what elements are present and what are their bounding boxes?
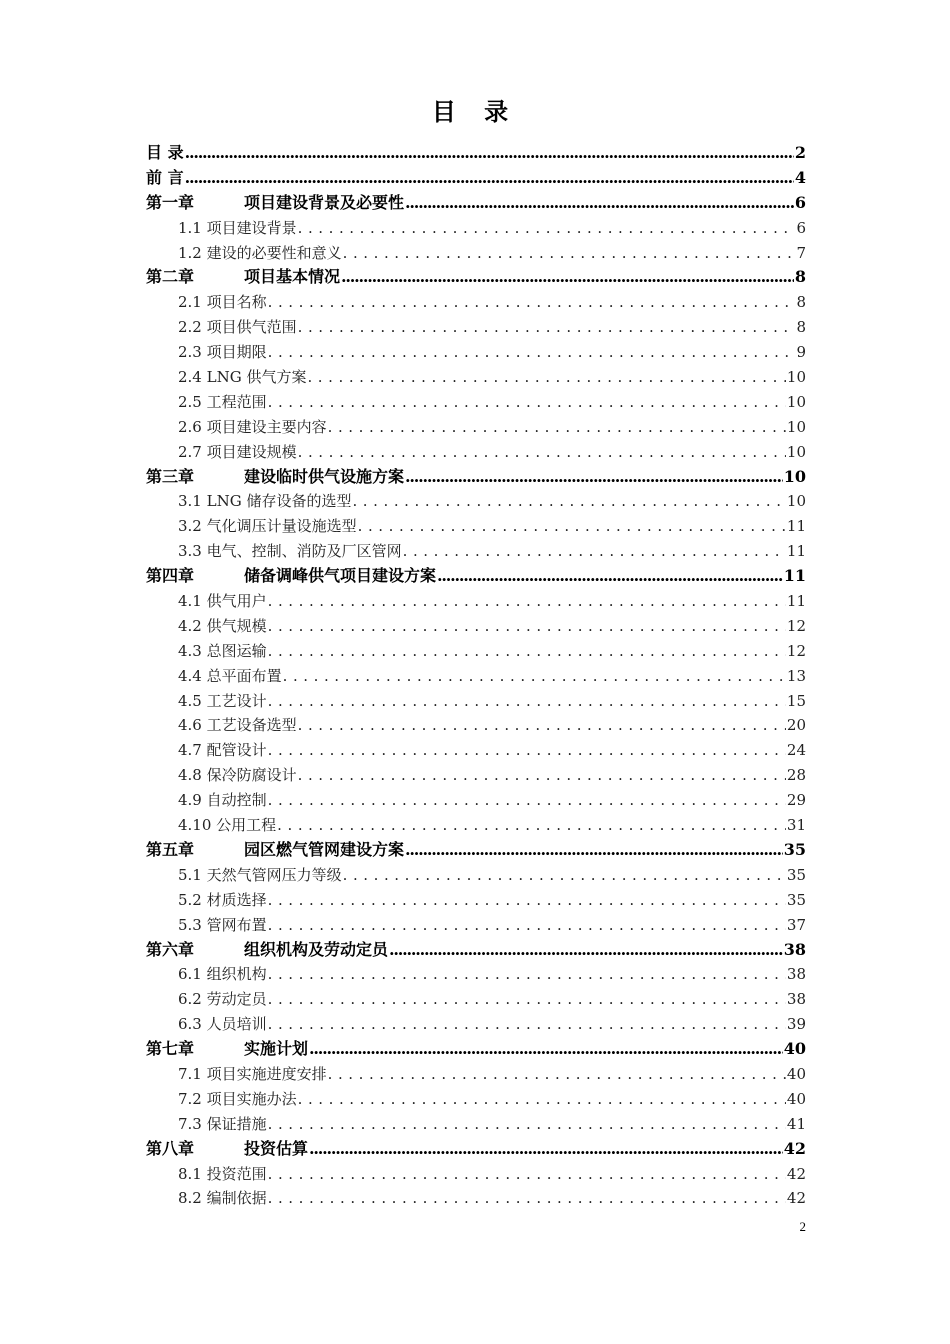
toc-entry-title: 储备调峰供气项目建设方案 [244, 566, 437, 586]
toc-section-entry[interactable] [146, 315, 806, 340]
toc-section-entry[interactable] [146, 1162, 806, 1187]
toc-entry-title: 4.7 配管设计 [178, 741, 267, 760]
toc-entry-title: 投资估算 [244, 1138, 309, 1158]
toc-dot-leader [309, 1137, 783, 1162]
toc-chapter-label: 第八章 [146, 1138, 195, 1158]
toc-dot-leader [352, 489, 785, 514]
toc-chapter-label: 前 言 [146, 167, 184, 187]
toc-section-entry[interactable] [146, 788, 806, 813]
toc-entry-title: 4.4 总平面布置 [178, 666, 282, 685]
toc-page-number: 10 [786, 392, 806, 411]
toc-chapter-entry[interactable] [146, 191, 806, 216]
toc-section-entry[interactable] [146, 913, 806, 938]
toc-section-entry[interactable] [146, 1062, 806, 1087]
toc-section-entry[interactable] [146, 888, 806, 913]
toc-section-entry[interactable] [146, 962, 806, 987]
toc-entry-title: 6.1 组织机构 [178, 965, 267, 984]
toc-dot-leader [268, 738, 786, 763]
toc-dot-leader [268, 614, 786, 639]
toc-chapter-label: 第一章 [146, 192, 195, 212]
toc-page-number: 41 [786, 1114, 806, 1133]
toc-dot-leader [268, 913, 786, 938]
toc-page-number: 20 [786, 716, 806, 735]
toc-entry-title: 1.2 建设的必要性和意义 [178, 243, 342, 262]
toc-section-entry[interactable] [146, 738, 806, 763]
toc-dot-leader [307, 365, 785, 390]
toc-section-entry[interactable] [146, 489, 806, 514]
toc-page-number: 15 [786, 691, 806, 710]
toc-page-number: 31 [786, 816, 806, 835]
toc-entry-title: 4.6 工艺设备选型 [178, 716, 297, 735]
toc-entry-title: 项目基本情况 [244, 267, 341, 287]
toc-chapter-entry[interactable] [146, 938, 806, 963]
toc-entry-title: 7.1 项目实施进度安排 [178, 1064, 327, 1083]
toc-chapter-label: 第六章 [146, 939, 195, 959]
toc-page-number: 11 [786, 517, 806, 536]
toc-entry-title: 2.2 项目供气范围 [178, 318, 297, 337]
toc-dot-leader [437, 564, 783, 589]
toc-page-number: 8 [796, 318, 806, 337]
toc-page-number: 8 [796, 293, 806, 312]
toc-page-number: 37 [786, 915, 806, 934]
toc-entry-title: 4.10 公用工程 [178, 816, 277, 835]
toc-section-entry[interactable] [146, 290, 806, 315]
toc-entry-title: 4.2 供气规模 [178, 616, 267, 635]
toc-entry-title: 实施计划 [244, 1039, 309, 1059]
toc-entry-title: 5.1 天然气管网压力等级 [178, 865, 342, 884]
toc-entry-title: 组织机构及劳动定员 [244, 939, 389, 959]
toc-dot-leader [328, 415, 786, 440]
toc-section-entry[interactable] [146, 713, 806, 738]
toc-dot-leader [341, 265, 794, 290]
toc-section-entry[interactable] [146, 589, 806, 614]
toc-dot-leader [298, 440, 786, 465]
toc-entry-title: 6.3 人员培训 [178, 1015, 267, 1034]
toc-chapter-entry[interactable] [146, 838, 806, 863]
toc-dot-leader [268, 1012, 786, 1037]
toc-page-number: 12 [786, 616, 806, 635]
toc-entry-title: 7.2 项目实施办法 [178, 1089, 297, 1108]
toc-dot-leader [298, 1087, 786, 1112]
toc-page-number: 7 [796, 243, 806, 262]
toc-dot-leader [268, 1162, 786, 1187]
toc-section-entry[interactable] [146, 539, 806, 564]
toc-entry-title: 2.5 工程范围 [178, 392, 267, 411]
toc-entry-title: 3.1 LNG 储存设备的选型 [178, 492, 352, 511]
toc-chapter-label: 第三章 [146, 466, 195, 486]
toc-page-number: 4 [794, 167, 806, 187]
toc-entry-title: 6.2 劳动定员 [178, 990, 267, 1009]
toc-entry-title: 5.3 管网布置 [178, 915, 267, 934]
toc-page-number: 24 [786, 741, 806, 760]
toc-page-number: 10 [786, 417, 806, 436]
toc-dot-leader [268, 390, 786, 415]
toc-chapter-entry[interactable] [146, 465, 806, 490]
toc-dot-leader [405, 191, 794, 216]
toc-entry-title: 2.4 LNG 供气方案 [178, 368, 307, 387]
toc-entry-title: 1.1 项目建设背景 [178, 218, 297, 237]
toc-chapter-entry[interactable] [146, 166, 806, 191]
toc-dot-leader [268, 340, 796, 365]
toc-entry-title: 2.1 项目名称 [178, 293, 267, 312]
toc-section-entry[interactable] [146, 365, 806, 390]
toc-entry-title: 5.2 材质选择 [178, 890, 267, 909]
table-of-contents [146, 141, 806, 1211]
toc-dot-leader [298, 713, 786, 738]
toc-entry-title: 8.2 编制依据 [178, 1189, 267, 1208]
toc-entry-title: 4.3 总图运输 [178, 641, 267, 660]
toc-chapter-label: 第二章 [146, 267, 195, 287]
toc-page-number: 11 [783, 566, 806, 586]
toc-page-number: 38 [783, 939, 806, 959]
toc-chapter-entry[interactable] [146, 1137, 806, 1162]
toc-page-number: 40 [786, 1089, 806, 1108]
toc-section-entry[interactable] [146, 390, 806, 415]
page-title: 目 录 [431, 97, 519, 126]
toc-page-number: 6 [794, 192, 806, 212]
toc-page-number: 42 [786, 1164, 806, 1183]
toc-entry-title: 园区燃气管网建设方案 [244, 839, 405, 859]
toc-page-number: 39 [786, 1015, 806, 1034]
toc-entry-title: 2.7 项目建设规模 [178, 442, 297, 461]
toc-entry-title: 4.9 自动控制 [178, 791, 267, 810]
toc-entry-title: 4.1 供气用户 [178, 592, 267, 611]
toc-section-entry[interactable] [146, 689, 806, 714]
toc-dot-leader [268, 290, 796, 315]
toc-section-entry[interactable] [146, 1012, 806, 1037]
toc-section-entry[interactable] [146, 813, 806, 838]
toc-dot-leader [268, 888, 786, 913]
toc-page-number: 2 [794, 143, 806, 162]
toc-dot-leader [268, 1112, 786, 1137]
toc-dot-leader [343, 863, 786, 888]
toc-section-entry[interactable] [146, 514, 806, 539]
toc-dot-leader [277, 813, 786, 838]
toc-chapter-entry[interactable] [146, 141, 806, 166]
toc-dot-leader [298, 216, 796, 241]
toc-section-entry[interactable] [146, 1112, 806, 1137]
toc-section-entry[interactable] [146, 1087, 806, 1112]
toc-dot-leader [343, 241, 796, 266]
toc-entry-title: 3.2 气化调压计量设施选型 [178, 517, 357, 536]
toc-section-entry[interactable] [146, 241, 806, 266]
toc-page-number: 12 [786, 641, 806, 660]
toc-dot-leader [298, 763, 786, 788]
toc-section-entry[interactable] [146, 1186, 806, 1211]
toc-dot-leader [268, 589, 786, 614]
toc-section-entry[interactable] [146, 340, 806, 365]
toc-section-entry[interactable] [146, 763, 806, 788]
toc-page-number: 8 [794, 267, 806, 287]
toc-chapter-entry[interactable] [146, 564, 806, 589]
toc-section-entry[interactable] [146, 639, 806, 664]
toc-page-number: 10 [783, 466, 806, 486]
toc-dot-leader [405, 465, 783, 490]
toc-dot-leader [185, 141, 794, 166]
toc-chapter-label: 第四章 [146, 566, 195, 586]
toc-chapter-entry[interactable] [146, 265, 806, 290]
toc-chapter-label: 目 录 [146, 143, 184, 162]
toc-dot-leader [268, 1186, 786, 1211]
toc-chapter-label: 第五章 [146, 839, 195, 859]
toc-entry-title: 3.3 电气、控制、消防及厂区管网 [178, 542, 402, 561]
toc-page-number: 42 [786, 1189, 806, 1208]
toc-dot-leader [185, 166, 794, 191]
toc-page-number: 35 [786, 865, 806, 884]
toc-section-entry[interactable] [146, 614, 806, 639]
toc-entry-title: 8.1 投资范围 [178, 1164, 267, 1183]
toc-entry-title: 2.3 项目期限 [178, 343, 267, 362]
toc-dot-leader [298, 315, 796, 340]
toc-section-entry[interactable] [146, 987, 806, 1012]
toc-entry-title: 4.8 保冷防腐设计 [178, 766, 297, 785]
toc-section-entry[interactable] [146, 440, 806, 465]
toc-dot-leader [268, 639, 786, 664]
toc-dot-leader [268, 962, 786, 987]
toc-chapter-entry[interactable] [146, 1037, 806, 1062]
toc-page-number: 28 [786, 766, 806, 785]
toc-page-number: 35 [786, 890, 806, 909]
toc-dot-leader [389, 938, 783, 963]
page-number: 2 [799, 1219, 806, 1234]
toc-page-number: 11 [786, 542, 806, 561]
toc-dot-leader [309, 1037, 783, 1062]
toc-entry-title: 2.6 项目建设主要内容 [178, 417, 327, 436]
toc-dot-leader [403, 539, 786, 564]
toc-page-number: 6 [796, 218, 806, 237]
toc-page-number: 40 [786, 1064, 806, 1083]
toc-section-entry[interactable] [146, 216, 806, 241]
toc-page-number: 38 [786, 990, 806, 1009]
toc-page-number: 40 [783, 1039, 806, 1059]
toc-dot-leader [358, 514, 786, 539]
toc-page-number: 42 [783, 1138, 806, 1158]
toc-page-number: 10 [786, 368, 806, 387]
toc-dot-leader [268, 689, 786, 714]
toc-dot-leader [328, 1062, 786, 1087]
toc-page-number: 38 [786, 965, 806, 984]
toc-section-entry[interactable] [146, 664, 806, 689]
toc-dot-leader [405, 838, 783, 863]
toc-page-number: 29 [786, 791, 806, 810]
toc-entry-title: 建设临时供气设施方案 [244, 466, 405, 486]
toc-chapter-label: 第七章 [146, 1039, 195, 1059]
toc-page-number: 9 [796, 343, 806, 362]
toc-entry-title: 项目建设背景及必要性 [244, 192, 405, 212]
toc-page-number: 10 [786, 442, 806, 461]
toc-entry-title: 4.5 工艺设计 [178, 691, 267, 710]
toc-section-entry[interactable] [146, 863, 806, 888]
toc-dot-leader [268, 788, 786, 813]
toc-dot-leader [268, 987, 786, 1012]
toc-page-number: 11 [786, 592, 806, 611]
toc-section-entry[interactable] [146, 415, 806, 440]
toc-entry-title: 7.3 保证措施 [178, 1114, 267, 1133]
toc-page-number: 10 [786, 492, 806, 511]
toc-page-number: 13 [786, 666, 806, 685]
toc-page-number: 35 [783, 839, 806, 859]
toc-dot-leader [283, 664, 786, 689]
